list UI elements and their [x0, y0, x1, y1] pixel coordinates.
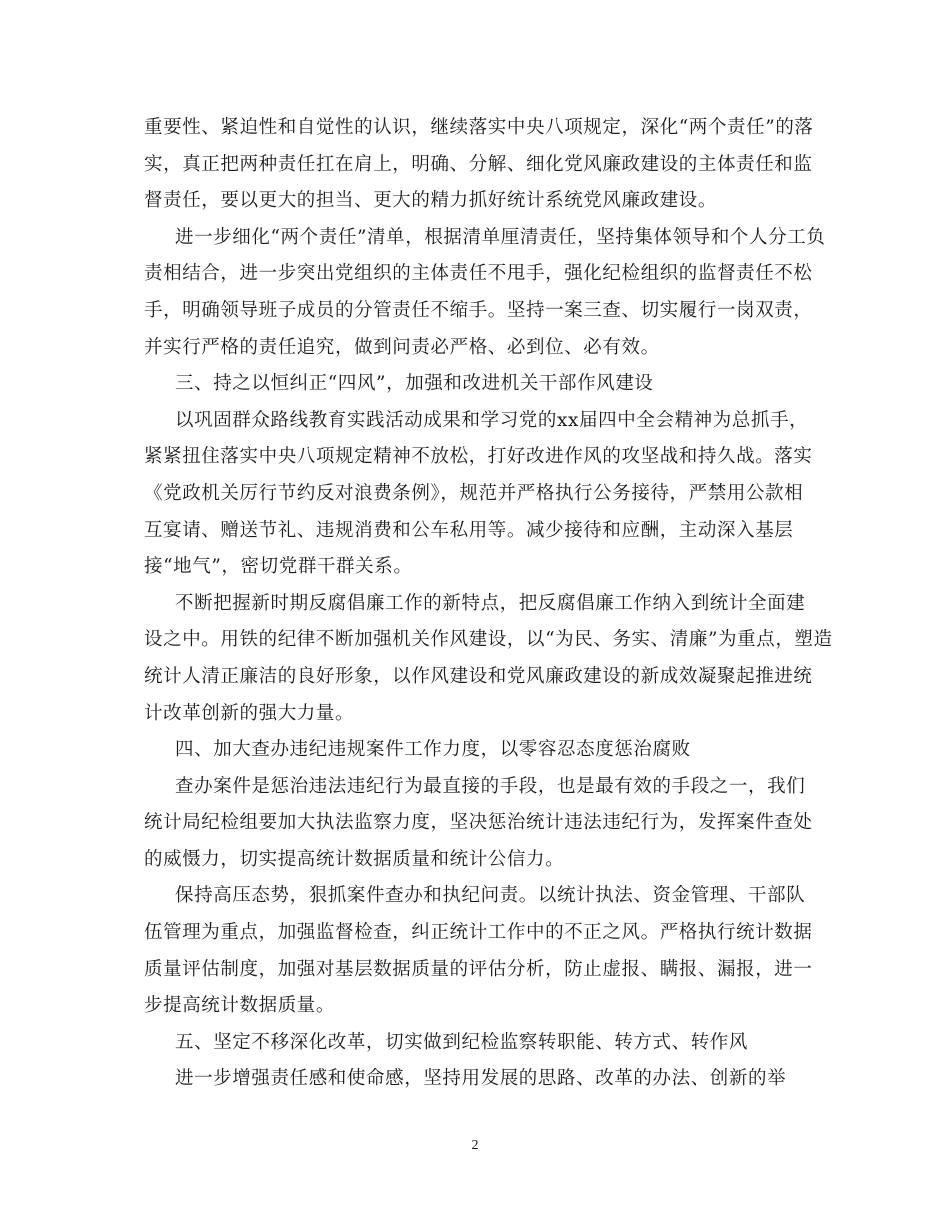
text-line: 设之中。用铁的纪律不断加强机关作风建设，以“为民、务实、清廉”为重点，塑造	[144, 629, 833, 651]
text-line: 紧紧扭住落实中央八项规定精神不放松，打好改进作风的攻坚战和持久战。落实	[144, 446, 813, 468]
text-line: 计改革创新的强大力量。	[144, 702, 355, 724]
text-line: 保持高压态势，狠抓案件查办和执纪问责。以统计执法、资金管理、干部队	[175, 885, 806, 907]
text-line: 责相结合，进一步突出党组织的主体责任不甩手，强化纪检组织的监督责任不松	[144, 263, 813, 285]
text-line: 并实行严格的责任追究，做到问责必严格、必到位、必有效。	[144, 336, 660, 358]
text-line: 统计人清正廉洁的良好形象，以作风建设和党风廉政建设的新成效凝聚起推进统	[144, 665, 813, 687]
text-line: 督责任，要以更大的担当、更大的精力抓好统计系统党风廉政建设。	[144, 190, 718, 212]
text-line: 进一步增强责任感和使命感，坚持用发展的思路、改革的办法、创新的举	[175, 1068, 787, 1090]
text-line: 统计局纪检组要加大执法监察力度，坚决惩治统计违法违纪行为，发挥案件查处	[144, 812, 813, 834]
text-line: 三、持之以恒纠正“四风”，加强和改进机关干部作风建设	[175, 373, 654, 395]
document-body	[144, 110, 833, 1098]
text-line: 伍管理为重点，加强监督检查，纠正统计工作中的不正之风。严格执行统计数据	[144, 922, 813, 944]
text-line: 接“地气”，密切党群干群关系。	[144, 556, 413, 578]
text-line: 质量评估制度，加强对基层数据质量的评估分析，防止虚报、瞒报、漏报，进一	[144, 958, 813, 980]
text-line: 五、坚定不移深化改革，切实做到纪检监察转职能、转方式、转作风	[175, 1031, 749, 1053]
text-line: 四、加大查办违纪违规案件工作力度，以零容忍态度惩治腐败	[175, 739, 691, 761]
text-line: 《党政机关厉行节约反对浪费条例》，规范并严格执行公务接待，严禁用公款相	[144, 482, 804, 504]
page-number: 2	[471, 1138, 479, 1153]
text-line: 手，明确领导班子成员的分管责任不缩手。坚持一案三查、切实履行一岗双责，	[144, 299, 813, 321]
text-line: 进一步细化“两个责任”清单，根据清单厘清责任，坚持集体领导和个人分工负	[175, 226, 826, 248]
text-line: 实，真正把两种责任扛在肩上，明确、分解、细化党风廉政建设的主体责任和监	[144, 153, 813, 175]
text-line: 不断把握新时期反腐倡廉工作的新特点，把反腐倡廉工作纳入到统计全面建	[175, 592, 806, 614]
text-line: 互宴请、赠送节礼、违规消费和公车私用等。减少接待和应酬，主动深入基层	[144, 519, 794, 541]
text-line: 的威慑力，切实提高统计数据质量和统计公信力。	[144, 848, 565, 870]
text-line: 重要性、紧迫性和自觉性的认识，继续落实中央八项规定，深化“两个责任”的落	[144, 117, 814, 138]
text-line: 查办案件是惩治违法违纪行为最直接的手段，也是最有效的手段之一，我们	[175, 775, 806, 797]
text-line: 步提高统计数据质量。	[144, 995, 336, 1017]
text-line: 以巩固群众路线教育实践活动成果和学习党的xx届四中全会精神为总抓手，	[175, 409, 809, 431]
